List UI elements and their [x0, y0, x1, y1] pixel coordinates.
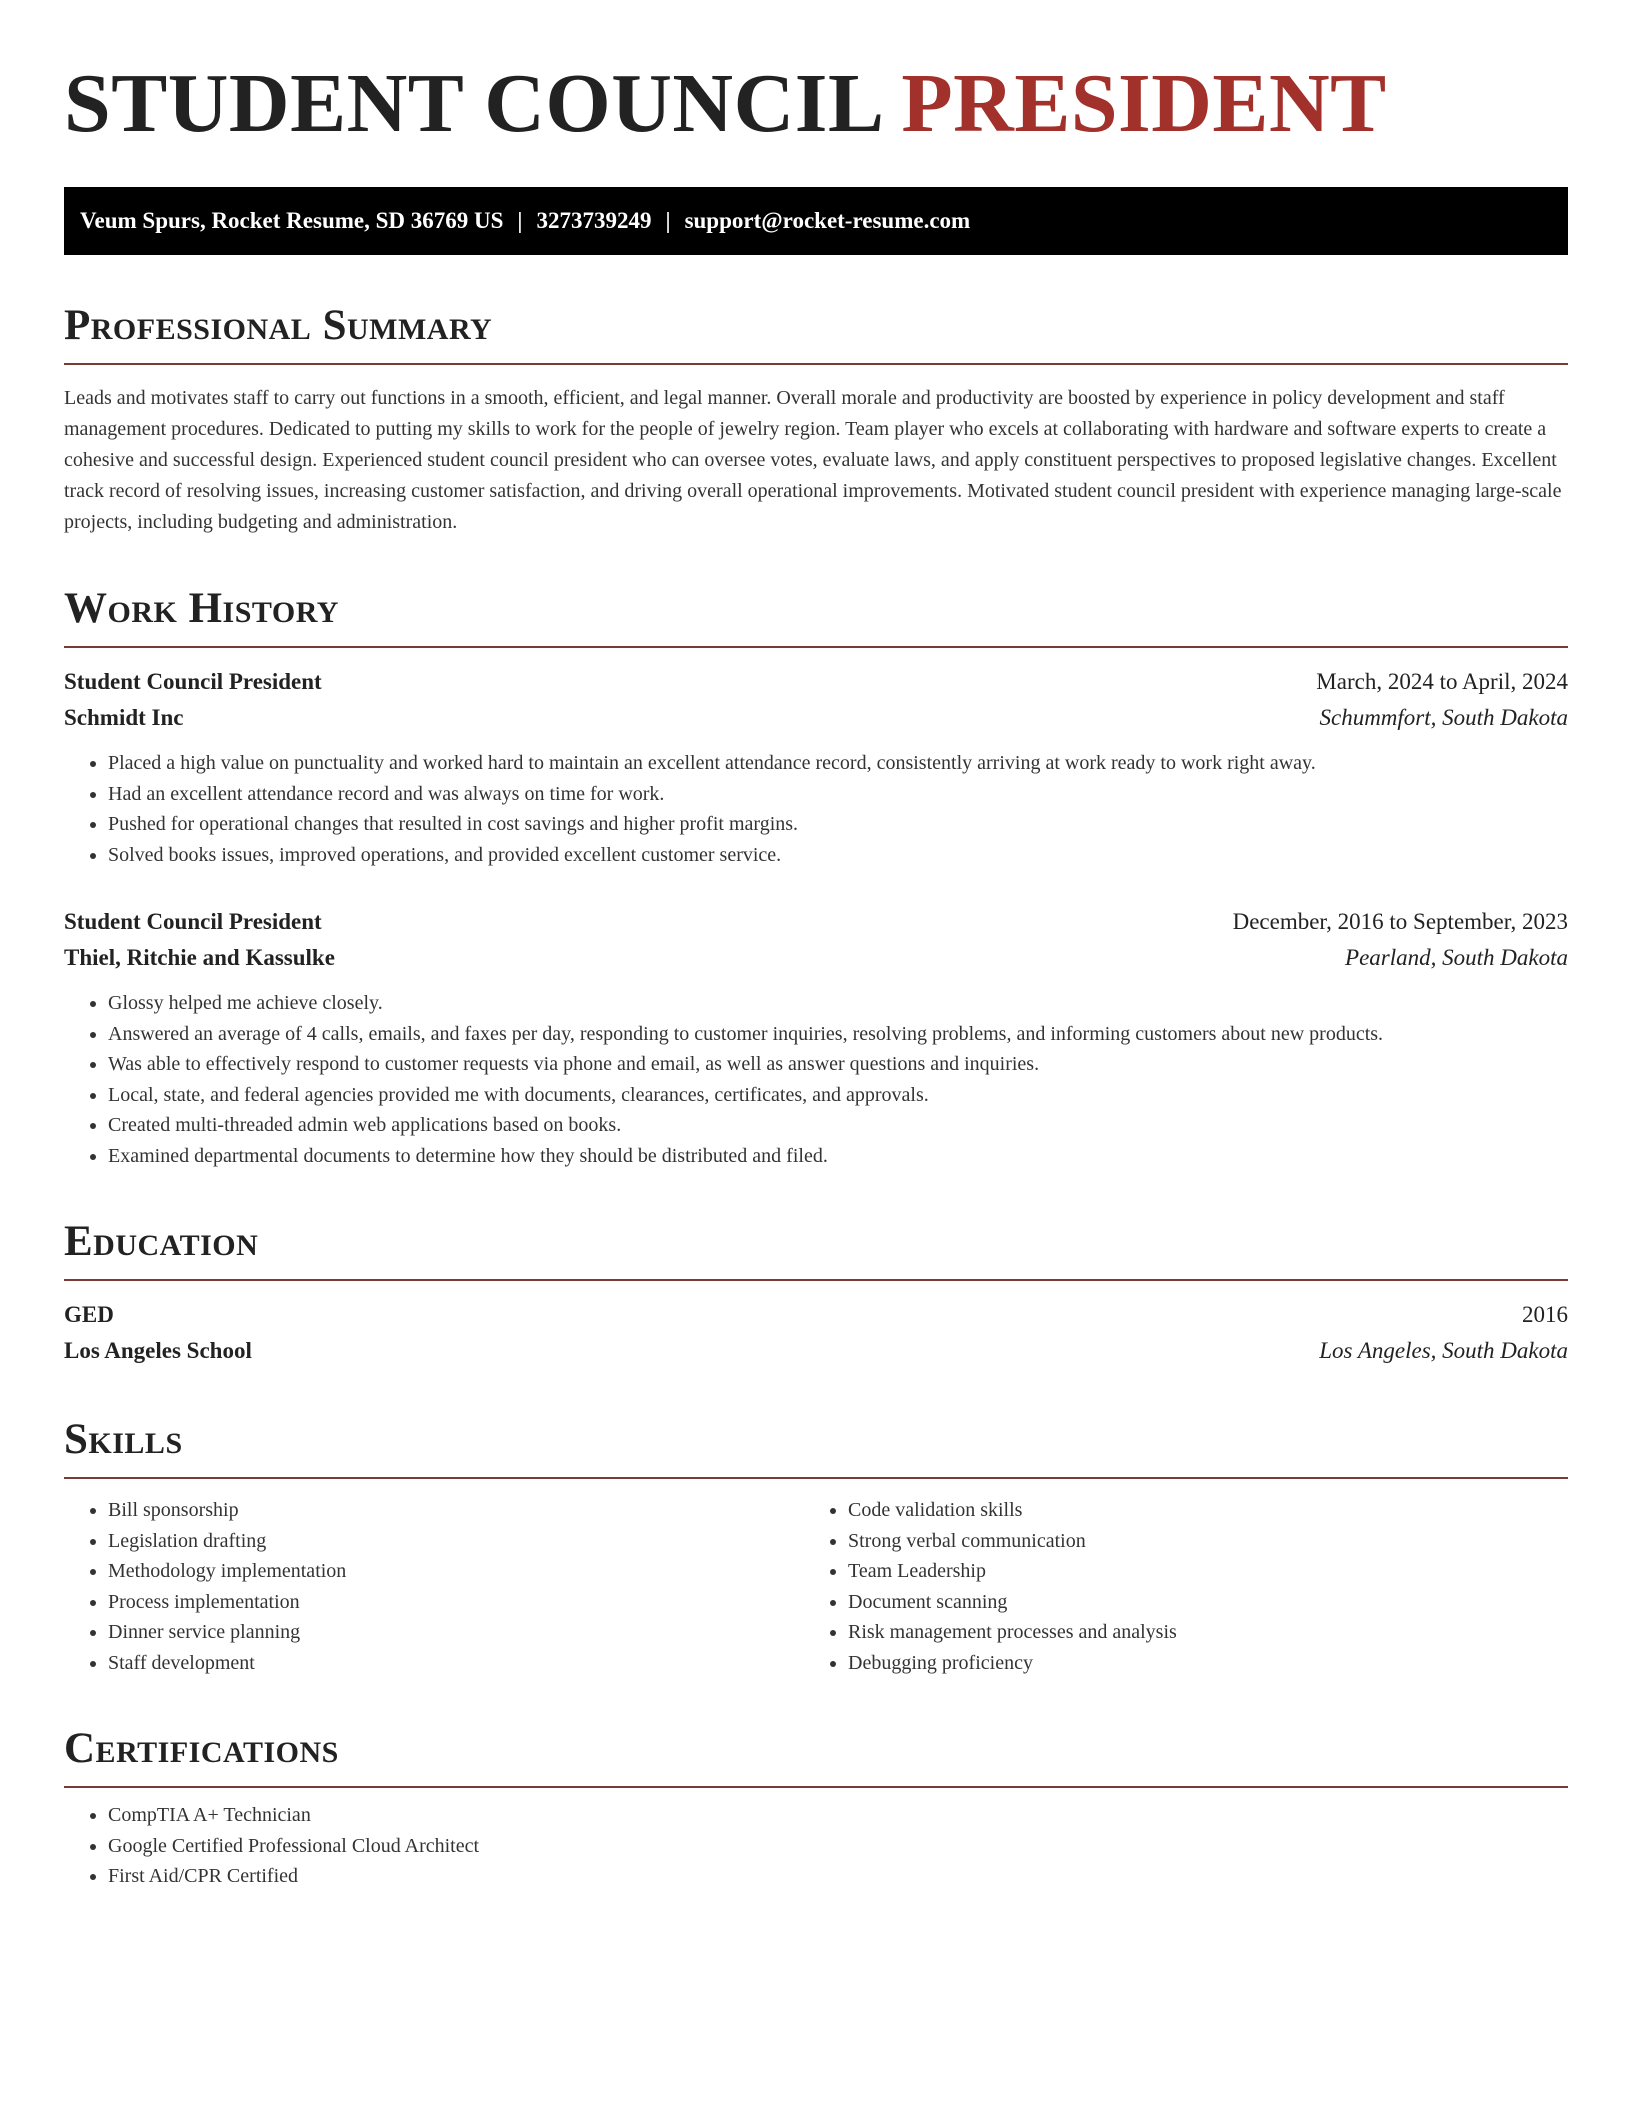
list-item: • Created multi-threaded admin web applications based on books. [108, 1110, 1568, 1141]
job-entry [64, 904, 1568, 1171]
certifications-section [64, 1722, 1568, 1892]
skills-section [64, 1413, 1568, 1678]
certifications-heading: Certifications [64, 1725, 339, 1772]
contact-phone: 3273739249 [536, 208, 652, 233]
list-item: • CompTIA A+ Technician [108, 1800, 1568, 1831]
skills-right-column [804, 1495, 1564, 1678]
summary-text: Leads and motivates staff to carry out functions in a smooth, efficient, and legal manner. Overall morale and productivity are boosted by experience in policy development and staff management procedures. Dedicated to putting my skills to work for the people of jewelry region. Team player who excels at collaborating with hardware and software experts to create a cohesive and successful design. Experienced student council president who can oversee votes, evaluate laws, and apply constituent perspectives to proposed legislative changes. Excellent track record of resolving issues, increasing customer satisfaction, and driving overall operational improvements. Motivated student council president with experience managing large-scale projects, including budgeting and administration. [64, 387, 1562, 533]
skills-grid [64, 1495, 1568, 1678]
education-location: Los Angeles, South Dakota [1319, 1338, 1568, 1363]
education-entry [64, 1297, 1568, 1369]
section-divider [64, 1279, 1568, 1281]
list-item: • Team Leadership [848, 1556, 1564, 1587]
skills-left-column [64, 1495, 804, 1678]
list-item: • Strong verbal communication [848, 1526, 1564, 1557]
contact-separator: | [665, 208, 671, 233]
job-dates: March, 2024 to April, 2024 [1316, 669, 1568, 694]
job-company: Thiel, Ritchie and Kassulke [64, 945, 335, 970]
work-history-heading: Work History [64, 585, 339, 632]
list-item: • First Aid/CPR Certified [108, 1861, 1568, 1892]
certifications-list [64, 1800, 1568, 1892]
resume-title [64, 56, 1568, 152]
list-item: • Process implementation [108, 1587, 804, 1618]
skills-heading: Skills [64, 1416, 183, 1463]
job-bullets [64, 748, 1568, 870]
education-heading: Education [64, 1218, 259, 1265]
contact-address: Veum Spurs, Rocket Resume, SD 36769 US [80, 208, 504, 233]
list-item: • Google Certified Professional Cloud Architect [108, 1831, 1568, 1862]
education-year: 2016 [1522, 1302, 1568, 1327]
list-item: • Methodology implementation [108, 1556, 804, 1587]
education-school: Los Angeles School [64, 1338, 252, 1363]
list-item: • Dinner service planning [108, 1617, 804, 1648]
list-item: • Glossy helped me achieve closely. [108, 988, 1568, 1019]
list-item: • Solved books issues, improved operations, and provided excellent customer service. [108, 840, 1568, 871]
list-item: • Legislation drafting [108, 1526, 804, 1557]
summary-section [64, 299, 1568, 538]
list-item: • Local, state, and federal agencies provided me with documents, clearances, certificates, and approvals. [108, 1080, 1568, 1111]
list-item: • Examined departmental documents to determine how they should be distributed and filed. [108, 1141, 1568, 1172]
title-main: STUDENT COUNCIL [64, 57, 880, 150]
title-accent: PRESIDENT [901, 57, 1387, 150]
job-entry [64, 664, 1568, 870]
list-item: • Document scanning [848, 1587, 1564, 1618]
section-divider [64, 363, 1568, 365]
job-company: Schmidt Inc [64, 705, 184, 730]
job-title: Student Council President [64, 909, 322, 934]
list-item: • Answered an average of 4 calls, emails, and faxes per day, responding to customer inquiries, resolving problems, and informing customers about new products. [108, 1019, 1568, 1050]
list-item: • Was able to effectively respond to customer requests via phone and email, as well as answer questions and inquiries. [108, 1049, 1568, 1080]
list-item: • Had an excellent attendance record and was always on time for work. [108, 779, 1568, 810]
summary-heading: Professional Summary [64, 302, 493, 349]
list-item: • Placed a high value on punctuality and worked hard to maintain an excellent attendance record, consistently arriving at work ready to work right away. [108, 748, 1568, 779]
job-location: Pearland, South Dakota [1345, 945, 1568, 970]
contact-email: support@rocket-resume.com [684, 208, 971, 233]
list-item: • Bill sponsorship [108, 1495, 804, 1526]
contact-bar [64, 187, 1568, 255]
work-history-section [64, 582, 1568, 1171]
section-divider [64, 1786, 1568, 1788]
list-item: • Code validation skills [848, 1495, 1564, 1526]
education-degree: GED [64, 1302, 114, 1327]
section-divider [64, 646, 1568, 648]
job-title: Student Council President [64, 669, 322, 694]
section-divider [64, 1477, 1568, 1479]
job-dates: December, 2016 to September, 2023 [1232, 909, 1568, 934]
list-item: • Pushed for operational changes that resulted in cost savings and higher profit margins. [108, 809, 1568, 840]
list-item: • Risk management processes and analysis [848, 1617, 1564, 1648]
list-item: • Staff development [108, 1648, 804, 1679]
contact-separator: | [517, 208, 523, 233]
list-item: • Debugging proficiency [848, 1648, 1564, 1679]
job-location: Schummfort, South Dakota [1319, 705, 1568, 730]
education-section [64, 1215, 1568, 1369]
job-bullets [64, 988, 1568, 1171]
